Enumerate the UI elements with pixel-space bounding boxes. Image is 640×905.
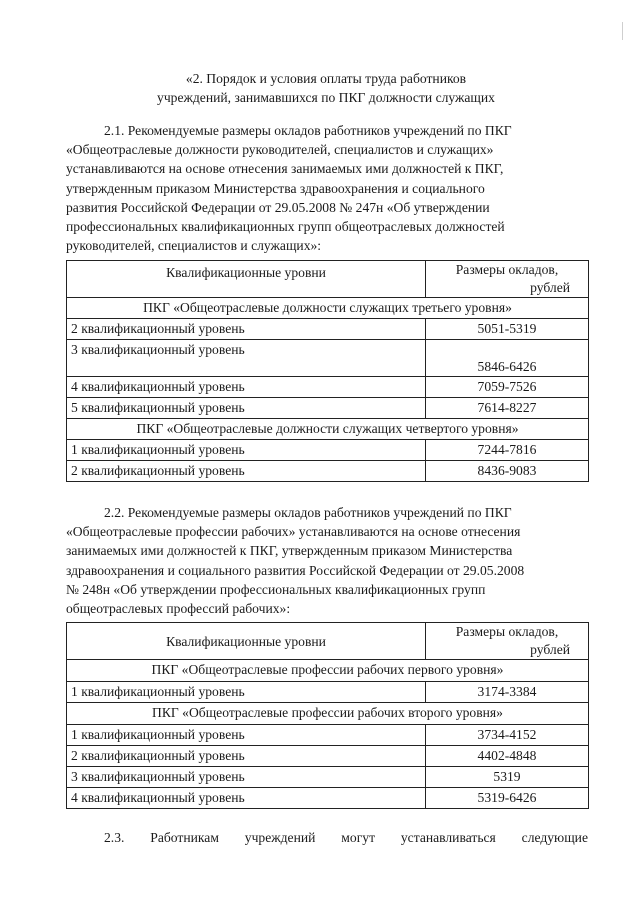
amount-cell: 3174-3384	[426, 682, 589, 703]
level-cell: 1 квалификационный уровень	[67, 440, 426, 461]
level-cell: 5 квалификационный уровень	[67, 398, 426, 419]
amount-cell: 8436-9083	[426, 461, 589, 482]
level-cell: 1 квалификационный уровень	[67, 725, 426, 746]
paragraph-2-1	[66, 121, 588, 255]
paragraph-line: устанавливаются на основе отнесения занимаемых ими должностей к ПКГ,	[66, 161, 504, 177]
amount-cell: 7059-7526	[426, 377, 589, 398]
paragraph-line: «Общеотраслевые профессии рабочих» устанавливаются на основе отнесения	[66, 524, 521, 540]
level-cell: 4 квалификационный уровень	[67, 377, 426, 398]
paragraph-line: 2.1. Рекомендуемые размеры окладов работников учреждений по ПКГ	[104, 123, 512, 138]
amount-cell: 7614-8227	[426, 398, 589, 419]
table-row	[67, 682, 589, 703]
header-salaries-line-2: рублей	[530, 280, 570, 295]
paragraph-line: занимаемых ими должностей к ПКГ, утвержденным приказом Министерства	[66, 543, 513, 559]
table-row	[67, 725, 589, 746]
amount-cell: 5319	[426, 767, 589, 788]
amount-cell: 5051-5319	[426, 319, 589, 340]
group-title: ПКГ «Общеотраслевые профессии рабочих второго уровня»	[67, 703, 589, 725]
table-group-row	[67, 298, 589, 319]
table-row	[67, 461, 589, 482]
level-cell: 1 квалификационный уровень	[67, 682, 426, 703]
table-row	[67, 340, 589, 377]
salary-table-2	[66, 622, 589, 809]
header-levels: Квалификационные уровни	[67, 261, 426, 298]
table-row	[67, 767, 589, 788]
group-title: ПКГ «Общеотраслевые должности служащих четвертого уровня»	[67, 419, 589, 440]
section-heading-line-2: учреждений, занимавшихся по ПКГ должности служащих	[157, 90, 495, 105]
header-salaries	[426, 623, 589, 660]
amount-cell: 4402-4848	[426, 746, 589, 767]
paragraph-line: общеотраслевых профессий рабочих»:	[66, 601, 291, 617]
amount-cell: 3734-4152	[426, 725, 589, 746]
header-salaries	[426, 261, 589, 298]
paragraph-line: профессиональных квалификационных групп общеотраслевых должностей	[66, 219, 505, 235]
table-row	[67, 440, 589, 461]
level-cell: 2 квалификационный уровень	[67, 746, 426, 767]
table-header-row	[67, 623, 589, 660]
section-heading-line-1: «2. Порядок и условия оплаты труда работников	[185, 71, 467, 86]
table-row	[67, 398, 589, 419]
paragraph-line: руководителей, специалистов и служащих»:	[66, 238, 322, 254]
paragraph-line: 2.2. Рекомендуемые размеры окладов работников учреждений по ПКГ	[104, 505, 512, 520]
paragraph-line: здравоохранения и социального развития Российской Федерации от 29.05.2008	[66, 562, 525, 578]
amount-cell: 7244-7816	[426, 440, 589, 461]
table-group-row	[67, 660, 589, 682]
level-cell: 3 квалификационный уровень	[67, 767, 426, 788]
table-row	[67, 377, 589, 398]
header-salaries-line-1: Размеры окладов,	[455, 262, 559, 277]
paragraph-line: развития Российской Федерации от 29.05.2008 № 247н «Об утверждении	[66, 199, 490, 215]
paragraph-2-3	[66, 828, 588, 847]
paragraph-line: утвержденным приказом Министерства здравоохранения и социального	[66, 180, 485, 196]
salary-table-1	[66, 260, 589, 482]
group-title: ПКГ «Общеотраслевые должности служащих третьего уровня»	[67, 298, 589, 319]
level-cell: 2 квалификационный уровень	[67, 319, 426, 340]
header-salaries-line-1: Размеры окладов,	[455, 624, 559, 639]
level-cell: 4 квалификационный уровень	[67, 788, 426, 809]
table-group-row	[67, 419, 589, 440]
amount-cell: 5319-6426	[426, 788, 589, 809]
amount-cell: 5846-6426	[426, 340, 589, 377]
level-cell: 2 квалификационный уровень	[67, 461, 426, 482]
table-header-row	[67, 261, 589, 298]
table-group-row	[67, 703, 589, 725]
table-row	[67, 788, 589, 809]
paragraph-line: № 248н «Об утверждении профессиональных квалификационных групп	[66, 581, 486, 597]
table-row	[67, 746, 589, 767]
table-row	[67, 319, 589, 340]
paragraph-2-2	[66, 503, 588, 618]
level-cell: 3 квалификационный уровень	[67, 340, 426, 377]
group-title: ПКГ «Общеотраслевые профессии рабочих первого уровня»	[67, 660, 589, 682]
paragraph-line: «Общеотраслевые должности руководителей, специалистов и служащих»	[66, 142, 494, 158]
header-levels: Квалификационные уровни	[67, 623, 426, 660]
paragraph-line: 2.3. Работникам учреждений могут устанавливаться следующие	[104, 830, 588, 845]
scan-artifact-mark	[622, 22, 623, 40]
header-salaries-line-2: рублей	[530, 642, 570, 657]
